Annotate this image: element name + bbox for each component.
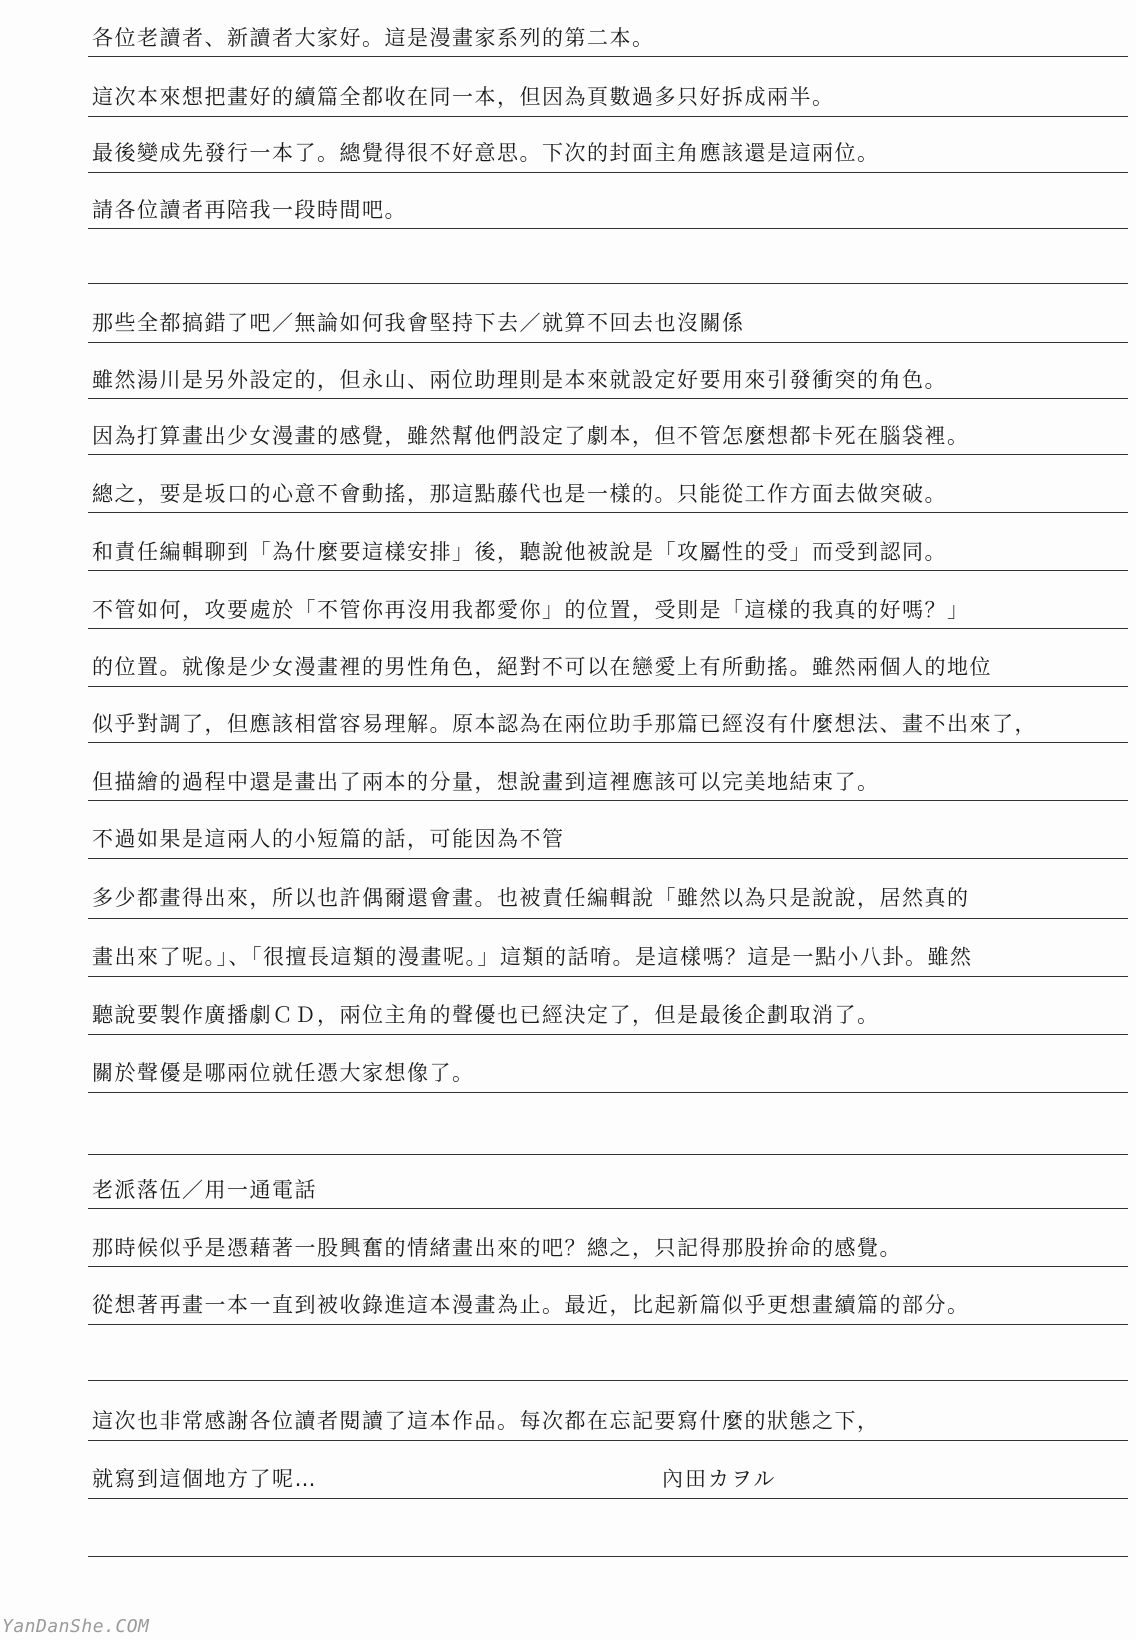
ruled-line [88, 512, 1128, 513]
section-heading: 那些全都搞錯了吧／無論如何我會堅持下去／就算不回去也沒關係 [92, 311, 745, 335]
ruled-line [88, 1380, 1128, 1381]
text-line: 這次本來想把畫好的續篇全都收在同一本，但因為頁數過多只好拆成兩半。 [92, 85, 835, 109]
text-line: 的位置。就像是少女漫畫裡的男性角色，絕對不可以在戀愛上有所動搖。雖然兩個人的地位 [92, 655, 992, 679]
text-line: 但描繪的過程中還是畫出了兩本的分量，想說畫到這裡應該可以完美地結束了。 [92, 770, 880, 794]
text-line: 雖然湯川是另外設定的，但永山、兩位助理則是本來就設定好要用來引發衝突的角色。 [92, 368, 947, 392]
text-line: 畫出來了呢。」、「很擅長這類的漫畫呢。」這類的話唷。是這樣嗎？這是一點小八卦。雖然 [92, 945, 973, 969]
author-signature: 內田カヲル [662, 1467, 777, 1491]
ruled-line [88, 858, 1128, 859]
text-line: 不過如果是這兩人的小短篇的話，可能因為不管 [92, 827, 565, 851]
ruled-line [88, 1208, 1128, 1209]
text-line: 因為打算畫出少女漫畫的感覺，雖然幫他們設定了劇本，但不管怎麼想都卡死在腦袋裡。 [92, 424, 970, 448]
ruled-line [88, 686, 1128, 687]
text-line: 多少都畫得出來，所以也許偶爾還會畫。也被責任編輯說「雖然以為只是說說，居然真的 [92, 886, 970, 910]
text-line: 各位老讀者、新讀者大家好。這是漫畫家系列的第二本。 [92, 26, 655, 50]
ruled-line [88, 1440, 1128, 1441]
text-line: 似乎對調了，但應該相當容易理解。原本認為在兩位助手那篇已經沒有什麼想法、畫不出來了， [92, 712, 1037, 736]
text-line: 請各位讀者再陪我一段時間吧。 [92, 198, 407, 222]
text-line: 最後變成先發行一本了。總覺得很不好意思。下次的封面主角應該還是這兩位。 [92, 141, 880, 165]
ruled-line [88, 918, 1128, 919]
ruled-line [88, 56, 1128, 57]
text-line: 聽說要製作廣播劇ＣＤ，兩位主角的聲優也已經決定了，但是最後企劃取消了。 [92, 1003, 880, 1027]
ruled-line [88, 342, 1128, 343]
ruled-line [88, 1498, 1128, 1499]
text-line: 就寫到這個地方了呢… [92, 1467, 317, 1491]
ruled-line [88, 1324, 1128, 1325]
site-watermark: YanDanShe.COM [2, 1616, 150, 1637]
ruled-line [88, 742, 1128, 743]
text-line: 不管如何，攻要處於「不管你再沒用我都愛你」的位置，受則是「這樣的我真的好嗎？」 [92, 598, 970, 622]
ruled-line [88, 800, 1128, 801]
ruled-line [88, 172, 1128, 173]
ruled-line [88, 1556, 1128, 1557]
text-line: 和責任編輯聊到「為什麼要這樣安排」後，聽說他被說是「攻屬性的受」而受到認同。 [92, 540, 947, 564]
text-line: 從想著再畫一本一直到被收錄進這本漫畫為止。最近，比起新篇似乎更想畫續篇的部分。 [92, 1293, 970, 1317]
ruled-line [88, 454, 1128, 455]
ruled-line [88, 228, 1128, 229]
ruled-line [88, 1092, 1128, 1093]
ruled-line [88, 116, 1128, 117]
text-line: 那時候似乎是憑藉著一股興奮的情緒畫出來的吧？總之，只記得那股拚命的感覺。 [92, 1236, 902, 1260]
ruled-line [88, 398, 1128, 399]
ruled-line [88, 628, 1128, 629]
text-line: 這次也非常感謝各位讀者閱讀了這本作品。每次都在忘記要寫什麼的狀態之下， [92, 1409, 880, 1433]
ruled-line [88, 1266, 1128, 1267]
ruled-line [88, 570, 1128, 571]
ruled-line [88, 1034, 1128, 1035]
text-line: 關於聲優是哪兩位就任憑大家想像了。 [92, 1061, 475, 1085]
ruled-line [88, 976, 1128, 977]
text-line: 總之，要是坂口的心意不會動搖，那這點藤代也是一樣的。只能從工作方面去做突破。 [92, 482, 947, 506]
ruled-line [88, 1154, 1128, 1155]
section-heading: 老派落伍／用一通電話 [92, 1178, 317, 1202]
ruled-line [88, 283, 1128, 284]
